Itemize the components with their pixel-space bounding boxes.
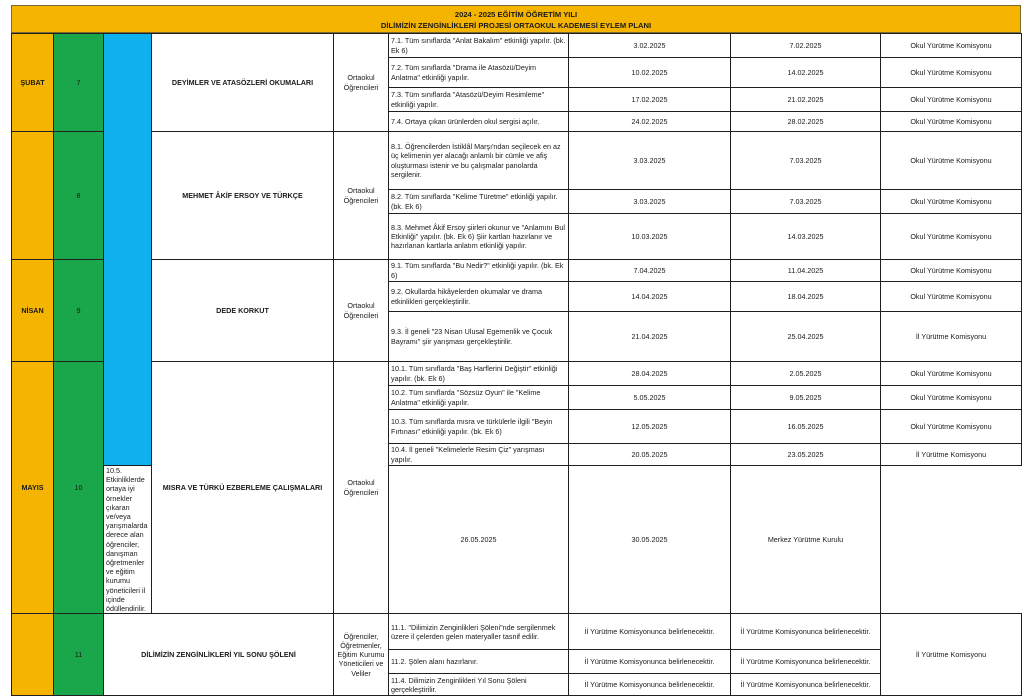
end-date-cell: 7.02.2025 bbox=[731, 34, 881, 58]
end-date-cell: 28.02.2025 bbox=[731, 112, 881, 132]
end-date-cell: 7.03.2025 bbox=[731, 132, 881, 190]
theme-cell: DEDE KORKUT bbox=[152, 260, 334, 362]
start-date-cell: 28.04.2025 bbox=[569, 362, 731, 386]
activity-cell: 9.3. İl geneli "23 Nisan Ulusal Egemenlik ve Çocuk Bayramı" şiir yarışması gerçekleştirilir. bbox=[389, 312, 569, 362]
activity-cell: 7.4. Ortaya çıkan ürünlerden okul sergisi açılır. bbox=[389, 112, 569, 132]
month-cell: MAYIS bbox=[12, 362, 54, 614]
week-cell: 9 bbox=[54, 260, 104, 362]
week-cell: 11 bbox=[54, 614, 104, 696]
start-date-cell: 14.04.2025 bbox=[569, 282, 731, 312]
activity-cell: 7.2. Tüm sınıflarda "Drama ile Atasözü/Deyim Anlatma" etkinliği yapılır. bbox=[389, 58, 569, 88]
month-cell: ŞUBAT bbox=[12, 34, 54, 132]
start-date-cell: İl Yürütme Komisyonunca belirlenecektir. bbox=[569, 650, 731, 674]
activity-cell: 9.1. Tüm sınıflarda "Bu Nedir?" etkinliği yapılır. (bk. Ek 6) bbox=[389, 260, 569, 282]
week-cell: 10 bbox=[54, 362, 104, 614]
activity-cell: 10.5. Etkinliklerde ortaya iyi örnekler çıkaran ve/veya yarışmalarda derece alan öğrenciler, danışman öğretmenler ve eğitim kurumu yöneticileri il içinde ödüllendirilir. bbox=[104, 466, 152, 614]
month-cell bbox=[12, 614, 54, 696]
start-date-cell: İl Yürütme Komisyonunca belirlenecektir. bbox=[569, 614, 731, 650]
end-date-cell: 14.03.2025 bbox=[731, 214, 881, 260]
start-date-cell: 5.05.2025 bbox=[569, 386, 731, 410]
month-cell bbox=[12, 132, 54, 260]
activity-cell: 11.2. Şölen alanı hazırlanır. bbox=[389, 650, 569, 674]
activity-cell: 7.3. Tüm sınıflarda "Atasözü/Deyim Resimleme" etkinliği yapılır. bbox=[389, 88, 569, 112]
start-date-cell: 21.04.2025 bbox=[569, 312, 731, 362]
start-date-cell: 3.03.2025 bbox=[569, 132, 731, 190]
start-date-cell: 10.03.2025 bbox=[569, 214, 731, 260]
end-date-cell: 25.04.2025 bbox=[731, 312, 881, 362]
end-date-cell: 30.05.2025 bbox=[569, 466, 731, 614]
end-date-cell: 2.05.2025 bbox=[731, 362, 881, 386]
target-cell: Ortaokul Öğrencileri bbox=[334, 132, 389, 260]
start-date-cell: 10.02.2025 bbox=[569, 58, 731, 88]
table-row bbox=[12, 614, 1022, 650]
plan-title: DİLİMİZİN ZENGİNLİKLERİ PROJESİ ORTAOKUL KADEMESİ EYLEM PLANI bbox=[380, 21, 652, 30]
responsible-cell: Merkez Yürütme Kurulu bbox=[731, 466, 881, 614]
table-row bbox=[12, 34, 1022, 58]
activity-cell: 10.2. Tüm sınıflarda "Sözsüz Oyun" ile "Kelime Anlatma" etkinliği yapılır. bbox=[389, 386, 569, 410]
start-date-cell: 26.05.2025 bbox=[389, 466, 569, 614]
start-date-cell: 12.05.2025 bbox=[569, 410, 731, 444]
activity-cell: 9.2. Okullarda hikâyelerden okumalar ve drama etkinlikleri gerçekleştirilir. bbox=[389, 282, 569, 312]
activity-cell: 10.3. Tüm sınıflarda mısra ve türkülerle ilgili "Beyin Fırtınası" etkinliği yapılır. (bk. Ek 6) bbox=[389, 410, 569, 444]
end-date-cell: İl Yürütme Komisyonunca belirlenecektir. bbox=[731, 650, 881, 674]
end-date-cell: 23.05.2025 bbox=[731, 444, 881, 466]
end-date-cell: 16.05.2025 bbox=[731, 410, 881, 444]
responsible-cell: İl Yürütme Komisyonu bbox=[881, 614, 1022, 696]
theme-cell: MEHMET ÂKİF ERSOY VE TÜRKÇE bbox=[152, 132, 334, 260]
plan-header bbox=[11, 5, 1021, 33]
responsible-cell: Okul Yürütme Komisyonu bbox=[881, 58, 1022, 88]
theme-cell: DEYİMLER VE ATASÖZLERİ OKUMALARI bbox=[152, 34, 334, 132]
end-date-cell: 18.04.2025 bbox=[731, 282, 881, 312]
responsible-cell: Okul Yürütme Komisyonu bbox=[881, 112, 1022, 132]
responsible-cell: Okul Yürütme Komisyonu bbox=[881, 214, 1022, 260]
week-cell: 7 bbox=[54, 34, 104, 132]
theme-cell: DİLİMİZİN ZENGİNLİKLERİ YIL SONU ŞÖLENİ bbox=[104, 614, 334, 696]
responsible-cell: Okul Yürütme Komisyonu bbox=[881, 260, 1022, 282]
end-date-cell: 14.02.2025 bbox=[731, 58, 881, 88]
week-cell: 8 bbox=[54, 132, 104, 260]
responsible-cell: Okul Yürütme Komisyonu bbox=[881, 282, 1022, 312]
end-date-cell: İl Yürütme Komisyonunca belirlenecektir. bbox=[731, 674, 881, 696]
start-date-cell: 7.04.2025 bbox=[569, 260, 731, 282]
target-cell: Ortaokul Öğrencileri bbox=[334, 34, 389, 132]
theme-cell: MISRA VE TÜRKÜ EZBERLEME ÇALIŞMALARI bbox=[152, 362, 334, 614]
start-date-cell: 3.02.2025 bbox=[569, 34, 731, 58]
end-date-cell: 9.05.2025 bbox=[731, 386, 881, 410]
plan-year-title: 2024 - 2025 EĞİTİM ÖĞRETİM YILI bbox=[454, 10, 578, 19]
activity-cell: 8.1. Öğrencilerden İstiklâl Marşı'ndan seçilecek en az üç kelimenin yer alacağı anlamlı bir cümle ve afiş oluşturması istenir ve bu çalışmalar panolarda sergilenir. bbox=[389, 132, 569, 190]
activity-cell: 7.1. Tüm sınıflarda "Anlat Bakalım" etkinliği yapılır. (bk. Ek 6) bbox=[389, 34, 569, 58]
responsible-cell: Okul Yürütme Komisyonu bbox=[881, 88, 1022, 112]
end-date-cell: 21.02.2025 bbox=[731, 88, 881, 112]
table-row bbox=[12, 362, 1022, 386]
end-date-cell: 7.03.2025 bbox=[731, 190, 881, 214]
responsible-cell: Okul Yürütme Komisyonu bbox=[881, 132, 1022, 190]
responsible-cell: Okul Yürütme Komisyonu bbox=[881, 190, 1022, 214]
target-cell: Ortaokul Öğrencileri bbox=[334, 362, 389, 614]
activity-cell: 8.2. Tüm sınıflarda "Kelime Türetme" etkinliği yapılır. (bk. Ek 6) bbox=[389, 190, 569, 214]
table-row bbox=[12, 132, 1022, 190]
responsible-cell: Okul Yürütme Komisyonu bbox=[881, 410, 1022, 444]
responsible-cell: Okul Yürütme Komisyonu bbox=[881, 34, 1022, 58]
action-plan-table bbox=[11, 33, 1022, 696]
activity-cell: 11.4. Dilimizin Zenginlikleri Yıl Sonu Şöleni gerçekleştirilir. bbox=[389, 674, 569, 696]
start-date-cell: İl Yürütme Komisyonunca belirlenecektir. bbox=[569, 674, 731, 696]
responsible-cell: Okul Yürütme Komisyonu bbox=[881, 386, 1022, 410]
activity-cell: 10.4. İl geneli "Kelimelerle Resim Çiz" yarışması yapılır. bbox=[389, 444, 569, 466]
responsible-cell: İl Yürütme Komisyonu bbox=[881, 444, 1022, 466]
start-date-cell: 24.02.2025 bbox=[569, 112, 731, 132]
end-date-cell: 11.04.2025 bbox=[731, 260, 881, 282]
blue-strip bbox=[104, 34, 152, 466]
responsible-cell: Okul Yürütme Komisyonu bbox=[881, 362, 1022, 386]
start-date-cell: 3.03.2025 bbox=[569, 190, 731, 214]
activity-cell: 10.1. Tüm sınıflarda "Baş Harflerini Değiştir" etkinliği yapılır. (bk. Ek 6) bbox=[389, 362, 569, 386]
start-date-cell: 17.02.2025 bbox=[569, 88, 731, 112]
month-cell: NİSAN bbox=[12, 260, 54, 362]
responsible-cell: İl Yürütme Komisyonu bbox=[881, 312, 1022, 362]
table-row bbox=[12, 260, 1022, 282]
end-date-cell: İl Yürütme Komisyonunca belirlenecektir. bbox=[731, 614, 881, 650]
start-date-cell: 20.05.2025 bbox=[569, 444, 731, 466]
target-cell: Öğrenciler, Öğretmenler, Eğitim Kurumu Yöneticileri ve Veliler bbox=[334, 614, 389, 696]
target-cell: Ortaokul Öğrencileri bbox=[334, 260, 389, 362]
activity-cell: 8.3. Mehmet Âkif Ersoy şiirleri okunur ve "Anlamını Bul Etkinliği" yapılır. (bk. Ek 6) Şiir kartları hazırlanır ve hazırlanan kartlarla anlatım etkinliği yapılır. bbox=[389, 214, 569, 260]
activity-cell: 11.1. "Dilimizin Zenginlikleri Şöleni"nde sergilenmek üzere il çelerden gelen materyaller tasnif edilir. bbox=[389, 614, 569, 650]
